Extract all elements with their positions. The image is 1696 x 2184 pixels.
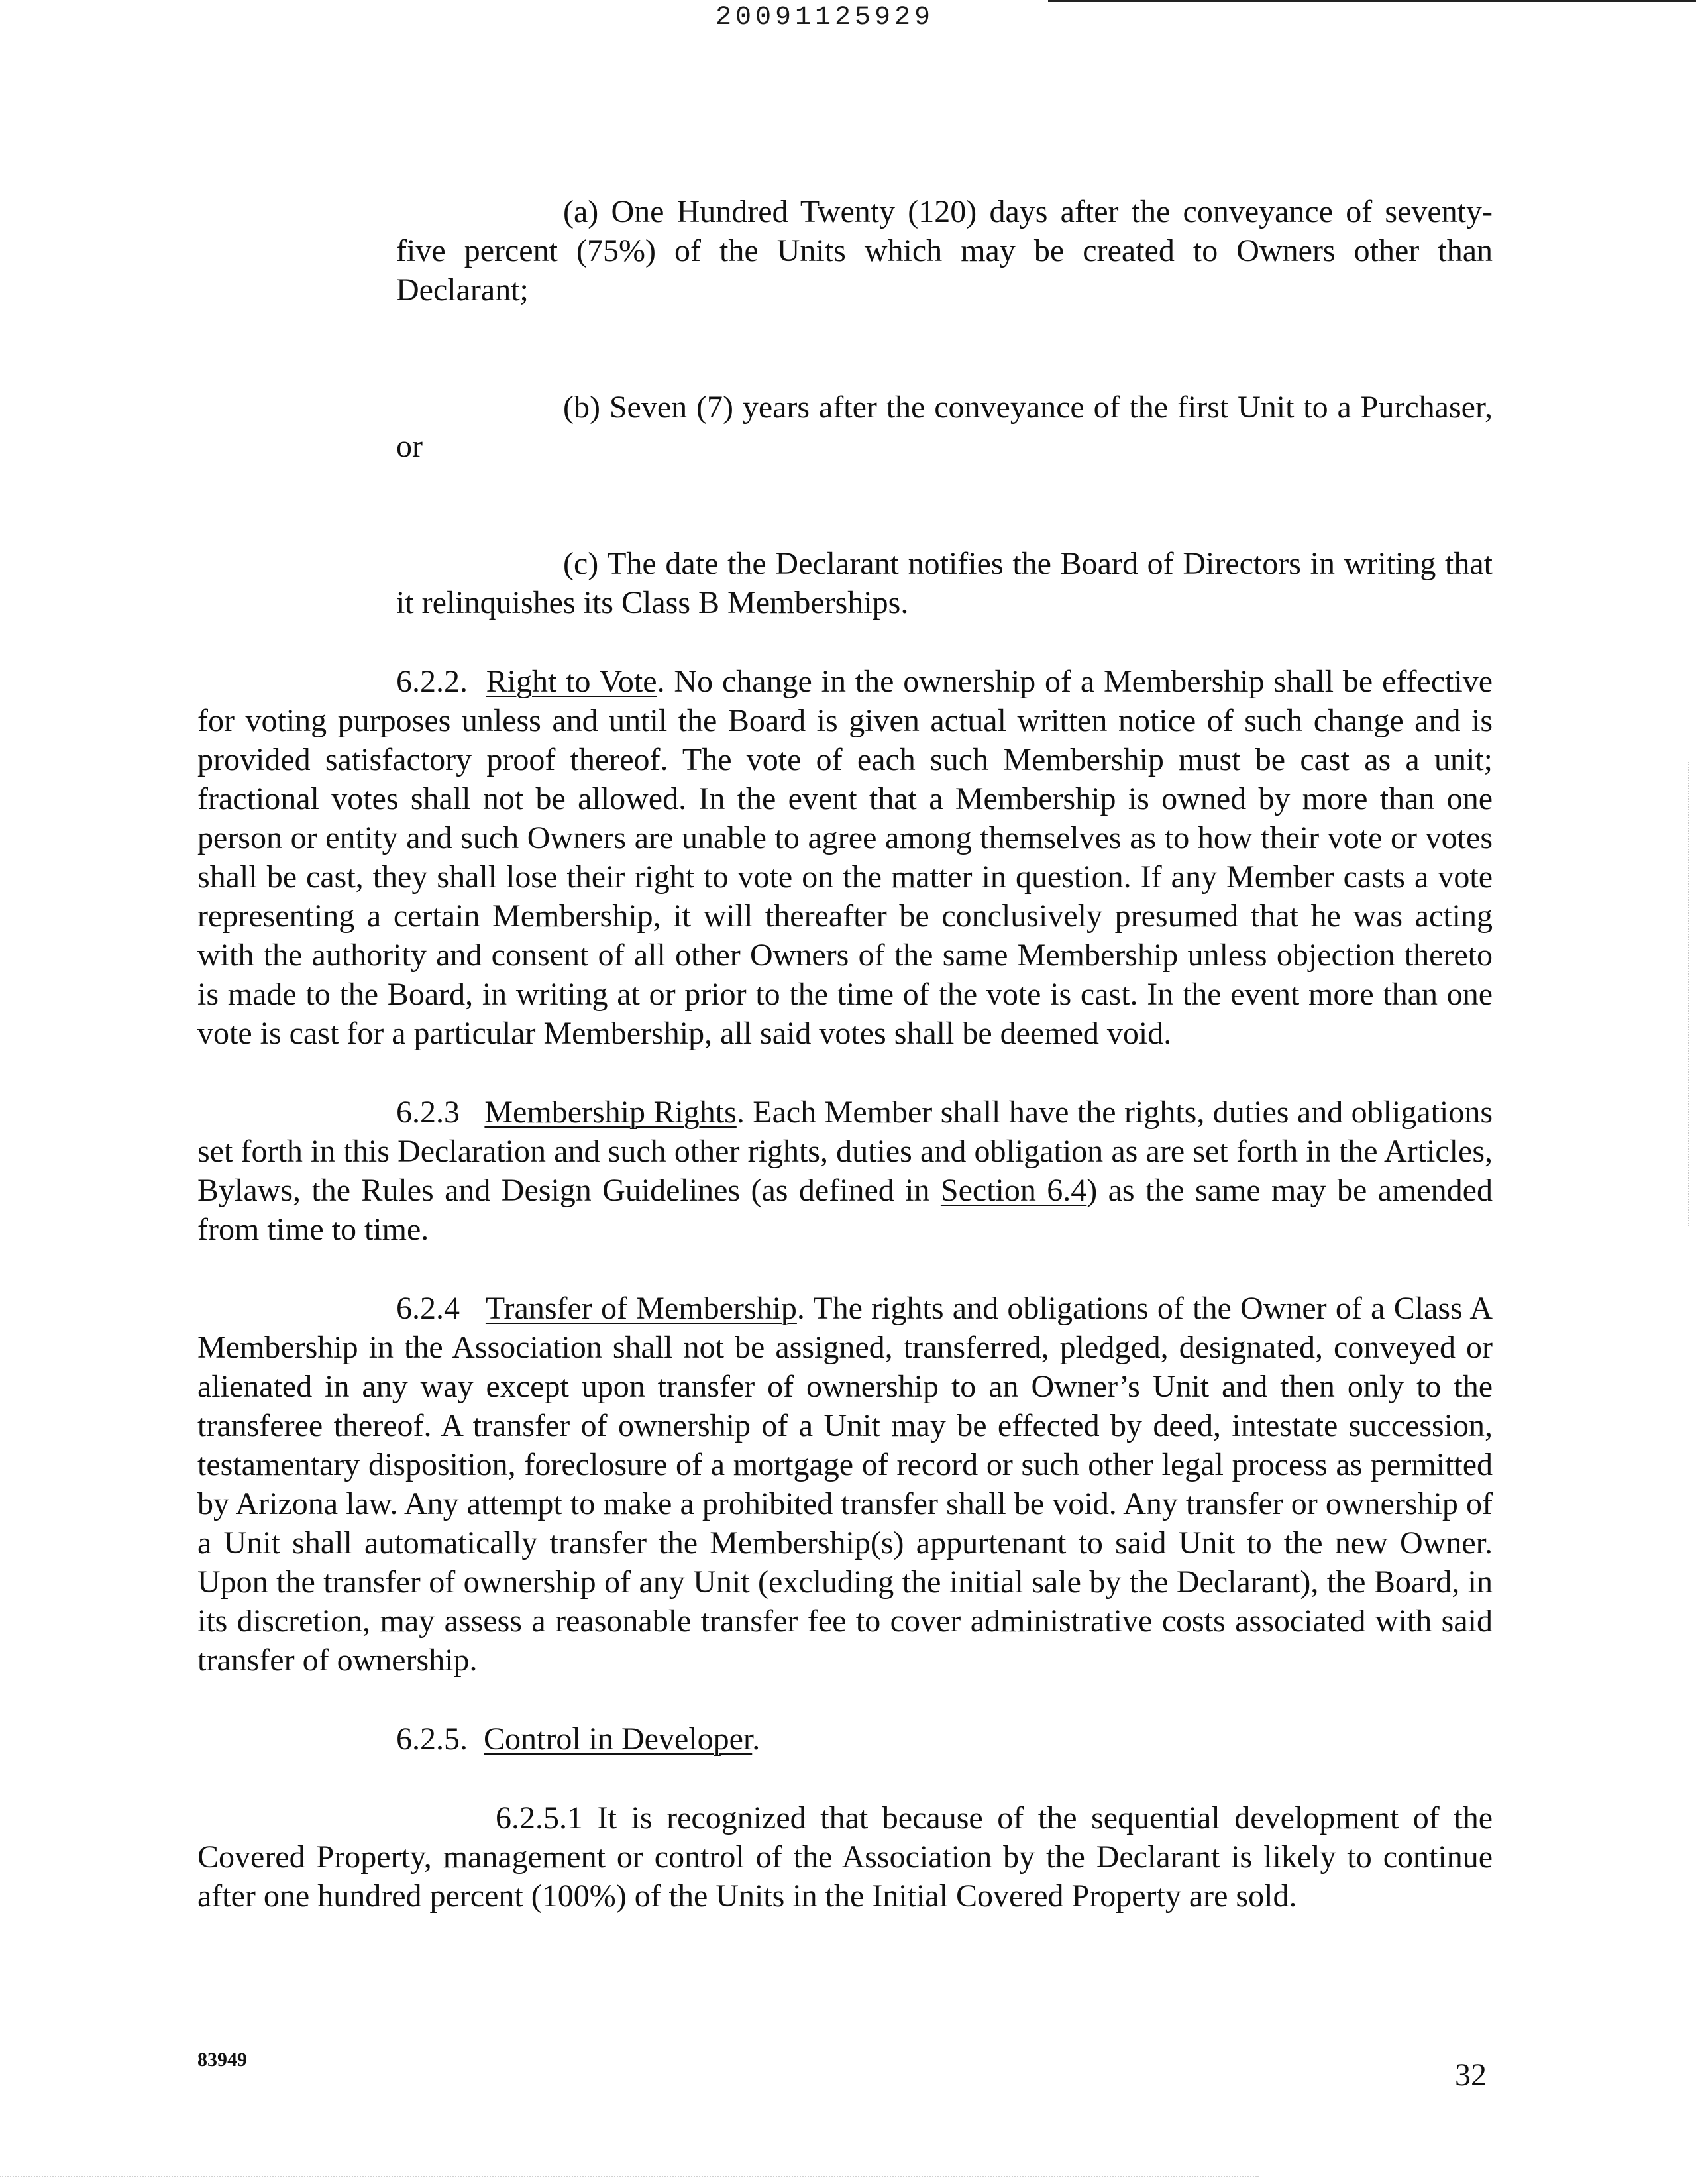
section-text-end: ) as the same may be amended from time to time. (197, 1173, 1493, 1247)
item-c-rest: writing that it relinquishes its Class B Memberships. (396, 546, 1493, 620)
recording-number: 20091125929 (716, 3, 935, 32)
section-text: It is recognized that because of the sequential development of the Covered Property, management or control of the Association by the Declarant is likely to continue after one hundred percent (100%) of the Units in the Initial Covered Property are sold. (197, 1800, 1493, 1914)
section-title: Control in Developer (484, 1721, 753, 1757)
section-number: 6.2.5. (396, 1721, 468, 1757)
top-rule (1048, 0, 1696, 2)
item-a-lead: (a) One Hundred Twenty (120) days after the conveyance of (563, 194, 1373, 229)
page-number: 32 (1455, 2057, 1487, 2093)
section-6-2-5-1 (197, 1798, 1493, 1916)
section-title: Right to Vote (486, 664, 657, 699)
section-title: Transfer of Membership (485, 1291, 797, 1326)
list-item-a (197, 192, 1493, 309)
section-text: . Each Member shall have the rights, duties and obligations set forth in this Declaration and such other rights, duties and obligation as are set forth in the Articles, Bylaws, the Rules and Design Guidelines (as defined in (197, 1095, 1493, 1208)
section-6-2-2 (197, 662, 1493, 1053)
section-period: . (752, 1721, 761, 1757)
scan-bottom-marks (0, 2176, 1259, 2179)
item-a-rest: seventy-five percent (75%) of the Units which may be created to Owners other than Declarant; (396, 194, 1493, 307)
section-number: 6.2.5.1 (496, 1800, 583, 1835)
list-item-b (197, 388, 1493, 466)
section-reference-link: Section 6.4 (940, 1173, 1087, 1208)
scan-edge-marks (1687, 762, 1689, 1226)
list-item-c (197, 544, 1493, 622)
section-number: 6.2.3 (396, 1095, 460, 1130)
section-6-2-5 (197, 1720, 1493, 1759)
section-title: Membership Rights (484, 1095, 737, 1130)
file-number: 83949 (197, 2049, 247, 2071)
section-number: 6.2.4 (396, 1291, 460, 1326)
item-b-rest: Purchaser, or (396, 390, 1493, 464)
section-6-2-4 (197, 1289, 1493, 1680)
item-c-lead: (c) The date the Declarant notifies the Board of Directors in (563, 546, 1335, 581)
section-number: 6.2.2. (396, 664, 468, 699)
page-body (197, 192, 1493, 1916)
section-6-2-3 (197, 1093, 1493, 1249)
section-text: . No change in the ownership of a Membership shall be effective for voting purposes unless and until the Board is given actual written notice of such change and is provided satisfactory proof thereof. The vote of each such Membership must be cast as a unit; fractional votes shall not be allowed. In the event that a Membership is owned by more than one person or entity and such Owners are unable to agree among themselves as to how their vote or votes shall be cast, they shall lose their right to vote on the matter in question. If any Member casts a vote representing a certain Membership, it will thereafter be conclusively presumed that he was acting with the authority and consent of all other Owners of the same Membership unless objection thereto is made to the Board, in writing at or prior to the time of the vote is cast. In the event more than one vote is cast for a particular Membership, all said votes shall be deemed void. (197, 664, 1493, 1051)
section-text: . The rights and obligations of the Owner of a Class A Membership in the Association shall not be assigned, transferred, pledged, designated, conveyed or alienated in any way except upon transfer of ownership to an Owner’s Unit and then only to the transferee thereof. A transfer of ownership of a Unit may be effected by deed, intestate succession, testamentary disposition, foreclosure of a mortgage of record or such other legal process as permitted by Arizona law. Any attempt to make a prohibited transfer shall be void. Any transfer or ownership of a Unit shall automatically transfer the Membership(s) appurtenant to said Unit to the new Owner. Upon the transfer of ownership of any Unit (excluding the initial sale by the Declarant), the Board, in its discretion, may assess a reasonable transfer fee to cover administrative costs associated with said transfer of ownership. (197, 1291, 1493, 1678)
item-b-lead: (b) Seven (7) years after the conveyance of the first Unit to a (563, 390, 1352, 425)
